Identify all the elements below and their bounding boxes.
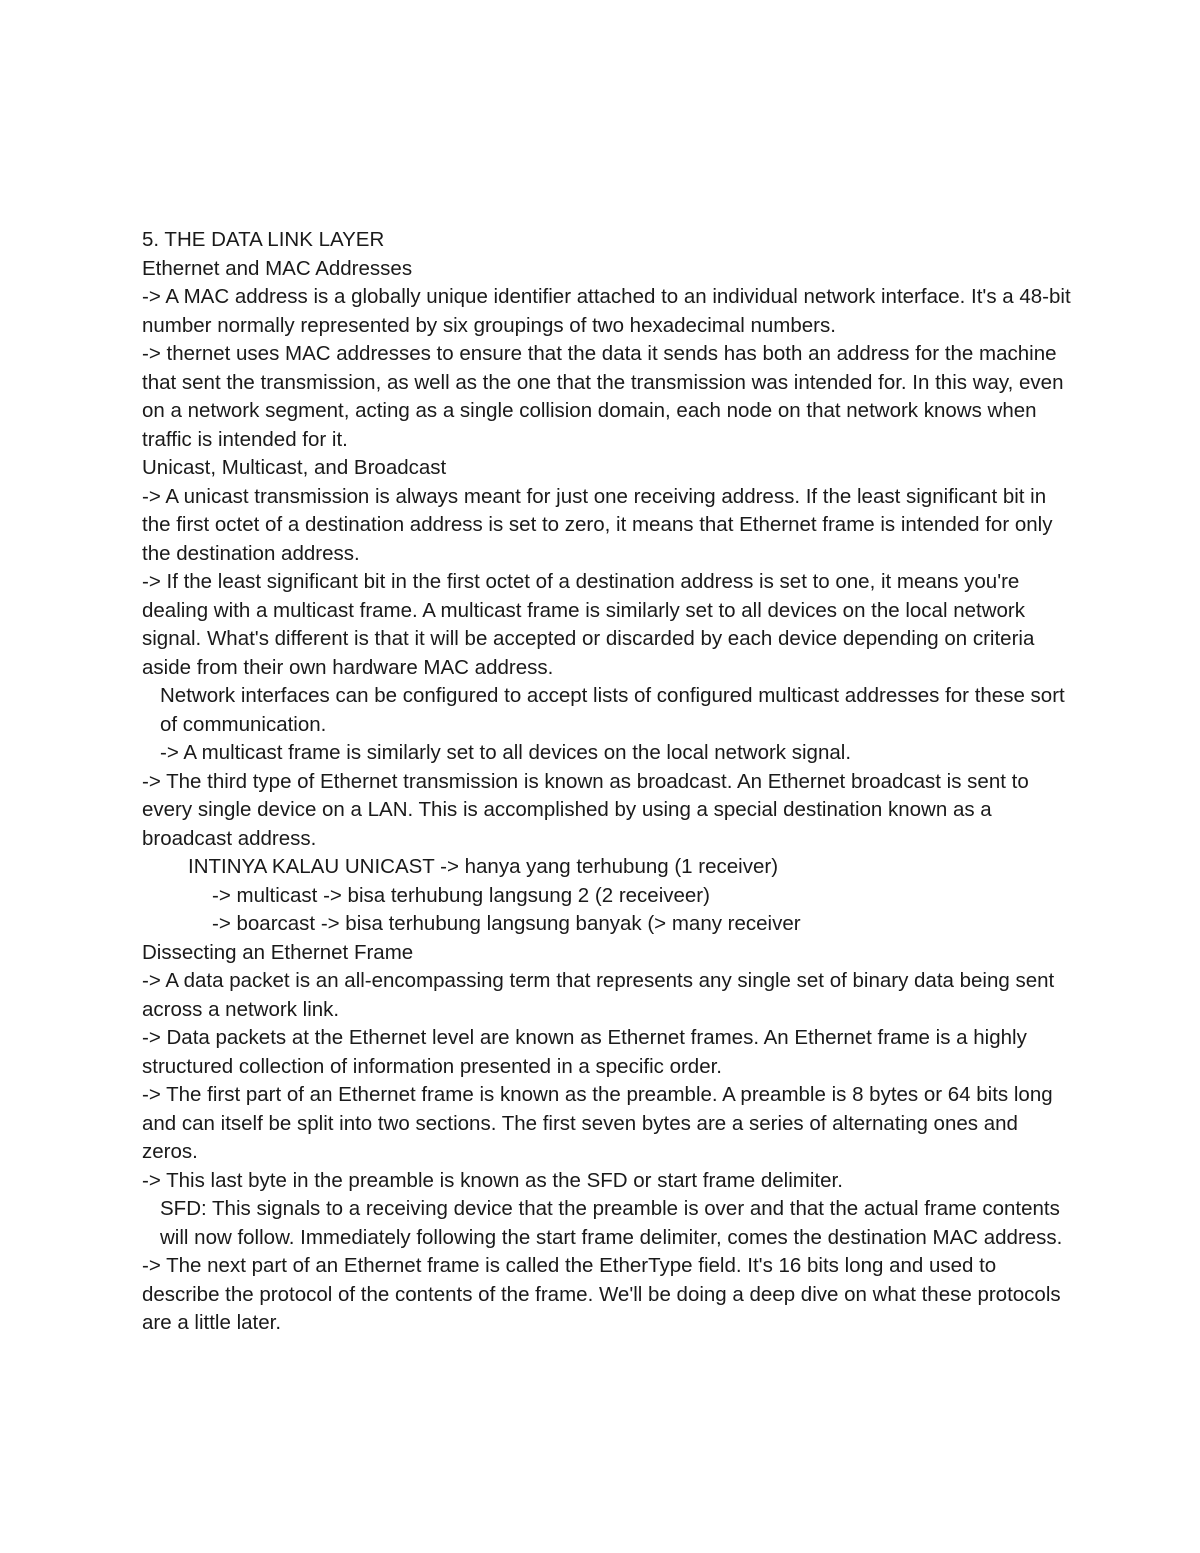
section-heading-unicast-multicast-broadcast: Unicast, Multicast, and Broadcast (142, 456, 447, 479)
paragraph-sfd-detail: SFD: This signals to a receiving device that the preamble is over and that the actual frame contents will now follow. Immediately following the start frame delimiter, comes the destination MAC address. (160, 1197, 1063, 1249)
note-broadcast: -> boarcast -> bisa terhubung langsung banyak (> many receiver (212, 912, 801, 935)
paragraph-unicast: -> A unicast transmission is always meant for just one receiving address. If the least significant bit in the first octet of a destination address is set to zero, it means that Ethernet frame is intended for only the destination address. (142, 484, 1053, 565)
paragraph-data-packet: -> A data packet is an all-encompassing term that represents any single set of binary data being sent across a network link. (142, 969, 1055, 1021)
paragraph-preamble: -> The first part of an Ethernet frame is known as the preamble. A preamble is 8 bytes or 64 bits long and can itself be split into two sections. The first seven bytes are a series of alternating ones and zeros. (142, 1083, 1053, 1163)
paragraph-ethernet-frames: -> Data packets at the Ethernet level are known as Ethernet frames. An Ethernet frame is a highly structured collection of information presented in a specific order. (142, 1026, 1027, 1078)
paragraph-multicast-frame: -> A multicast frame is similarly set to all devices on the local network signal. (160, 741, 852, 764)
document-title: 5. THE DATA LINK LAYER (142, 228, 385, 251)
document-body (142, 226, 1072, 1338)
section-heading-ethernet-mac: Ethernet and MAC Addresses (142, 256, 413, 280)
paragraph-network-interfaces: Network interfaces can be configured to accept lists of configured multicast addresses for these sort of communication. (160, 684, 1065, 736)
paragraph-broadcast: -> The third type of Ethernet transmission is known as broadcast. An Ethernet broadcast is sent to every single device on a LAN. This is accomplished by using a special destination known as a broadcast address. (142, 769, 1029, 850)
section-heading-dissecting-frame: Dissecting an Ethernet Frame (142, 940, 414, 964)
paragraph-multicast: -> If the least significant bit in the first octet of a destination address is set to one, it means you're dealing with a multicast frame. A multicast frame is similarly set to all devices on the local network signal. What's different is that it will be accepted or discarded by each device depending on criteria aside from their own hardware MAC address. (142, 570, 1035, 679)
paragraph-ethernet-uses-mac: -> thernet uses MAC addresses to ensure that the data it sends has both an address for the machine that sent the transmission, as well as the one that the transmission was intended for. In this way, even on a network segment, acting as a single collision domain, each node on that network knows when traffic is intended for it. (142, 342, 1064, 451)
paragraph-mac-address: -> A MAC address is a globally unique identifier attached to an individual network interface. It's a 48-bit number normally represented by six groupings of two hexadecimal numbers. (142, 285, 1071, 337)
note-multicast: -> multicast -> bisa terhubung langsung 2 (2 receiveer) (212, 883, 710, 907)
note-unicast: INTINYA KALAU UNICAST -> hanya yang terhubung (1 receiver) (188, 855, 779, 878)
paragraph-ethertype: -> The next part of an Ethernet frame is called the EtherType field. It's 16 bits long and used to describe the protocol of the contents of the frame. We'll be doing a deep dive on what these protocols are a little later. (142, 1254, 1061, 1334)
paragraph-sfd: -> This last byte in the preamble is known as the SFD or start frame delimiter. (142, 1168, 843, 1192)
